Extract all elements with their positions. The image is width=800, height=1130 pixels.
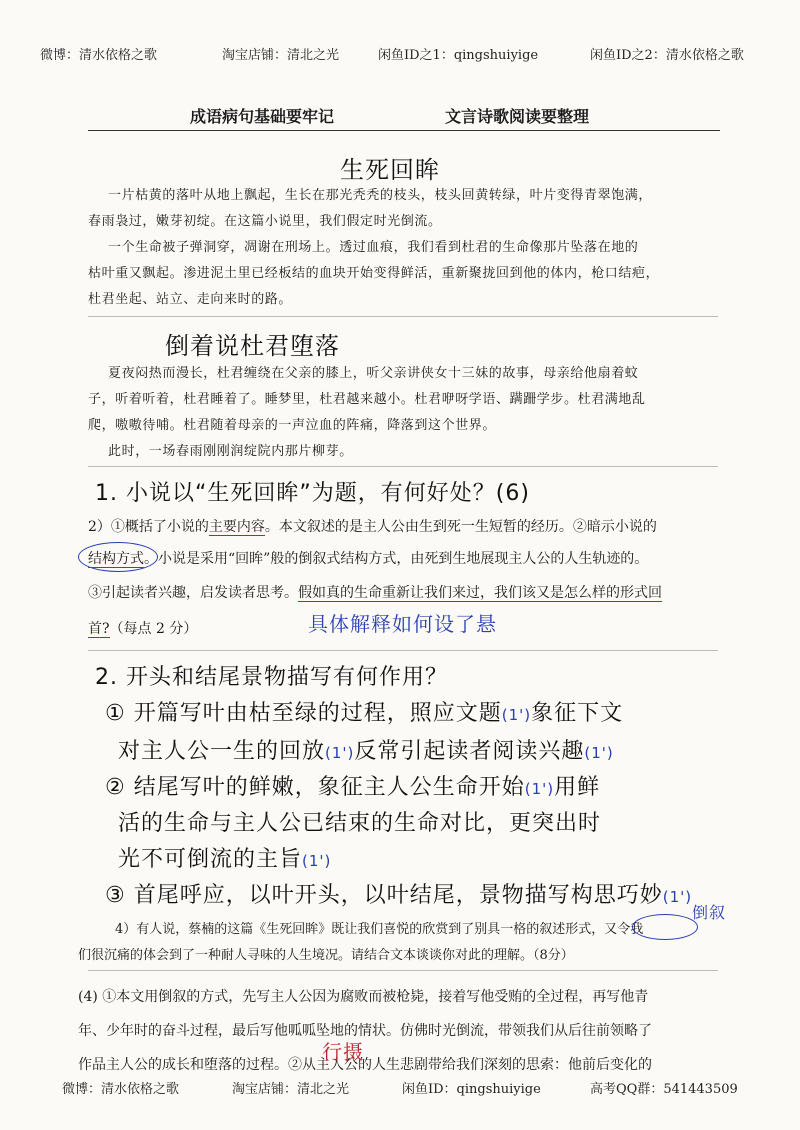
- q2-l2-mid: 反常引起读者阅读兴趣: [354, 739, 585, 764]
- q2-l5-text: 光不可倒流的主旨: [118, 847, 303, 872]
- story-p2-line3: 杜君坐起、站立、走向来时的路。: [88, 292, 293, 307]
- q2-line6: [105, 878, 692, 909]
- q2-line3: [105, 770, 600, 801]
- q2-l2-text: 对主人公一生的回放: [118, 739, 326, 764]
- q1-handwritten-note: 具体解释如何设了悬: [308, 612, 497, 636]
- q1-a1-underlined: 主要内容: [208, 519, 265, 535]
- q1-a3-pre: ③引起读者兴趣，启发读者思考。: [88, 585, 298, 601]
- ruled-line: [88, 316, 718, 317]
- q1-a2-circled: 结构方式: [88, 551, 144, 567]
- q1-a4-underlined: 首?: [88, 621, 110, 637]
- story-p1-line2: 春雨袅过，嫩芽初绽。在这篇小说里，我们假定时光倒流。: [88, 214, 442, 229]
- q2-line1: [105, 696, 623, 727]
- annotation-circle: [632, 914, 698, 940]
- ruled-line: [88, 466, 718, 467]
- q4-answer-line2: 年、少年时的奋斗过程，最后写他呱呱坠地的情状。仿佛时光倒流，带领我们从后往前领略了: [78, 1023, 652, 1039]
- banner-xianyu-2: 闲鱼ID之2：清水依格之歌: [590, 48, 744, 63]
- q4-answer-line3: 作品主人公的成长和堕落的过程。②从主人公的人生悲剧带给我们深刻的思索：他前后变化的: [78, 1057, 652, 1073]
- story-p3-line1: 夏夜闷热而漫长，杜君缠绕在父亲的膝上，听父亲讲侠女十三妹的故事，母亲给他扇着蚊: [108, 366, 639, 381]
- story-p3-line2: 子，听着听着，杜君睡着了。睡梦里，杜君越来越小。杜君咿呀学语、蹒跚学步。杜君满地乱: [88, 392, 646, 407]
- banner-weibo: 微博：清水依格之歌: [40, 48, 158, 63]
- banner-taobao: 淘宝店铺：清北之光: [222, 48, 340, 63]
- heading-left: 成语病句基础要牢记: [190, 107, 335, 126]
- footer-weibo: 微博：清水依格之歌: [62, 1082, 180, 1097]
- banner-xianyu-1: 闲鱼ID之1：qingshuiyige: [378, 48, 539, 63]
- heading-right: 文言诗歌阅读要整理: [445, 107, 590, 126]
- q1-a1-post: 。本文叙述的是主人公由生到死一生短暂的经历。②暗示小说的: [264, 519, 657, 535]
- story-p4-line1: 此时，一场春雨刚刚润绽院内那片柳芽。: [108, 444, 353, 459]
- q2-line4: 活的生命与主人公已结束的生命对比，更突出时: [118, 811, 602, 836]
- story-p2-line1: 一个生命被子弹洞穿，凋谢在刑场上。透过血痕，我们看到杜君的生命像那片坠落在地的: [108, 240, 639, 255]
- heading-rule: [88, 130, 720, 131]
- q4-question-line2: 们很沉痛的体会到了一种耐人寻味的人生境况。请结合文本谈谈你对此的理解。（8分）: [78, 948, 574, 963]
- ruled-line: [88, 970, 718, 971]
- q2-l1-cont: 象征下文: [531, 701, 624, 726]
- q1-answer-line4: [88, 618, 197, 638]
- story-p3-line3: 爬，嗷嗷待哺。杜君随着母亲的一声泣血的阵痛，降落到这个世界。: [88, 418, 497, 433]
- q2-l2-mark2: (1'): [584, 744, 614, 762]
- footer-qq: 高考QQ群：541443509: [590, 1082, 738, 1097]
- q1-a4-post: （每点 2 分）: [109, 621, 198, 637]
- q4-question-line1: 4）有人说，蔡楠的这篇《生死回眸》既让我们喜悦的欣赏到了别具一格的叙述形式，又令我: [115, 922, 644, 937]
- q2-l3-text: ② 结尾写叶的鲜嫩，象征主人公生命开始: [105, 775, 525, 800]
- story-p2-line2: 枯叶重又飘起。渗进泥土里已经板结的血块开始变得鲜活，重新聚拢回到他的体内，枪口结疤，: [88, 266, 660, 281]
- story-title-2: 倒着说杜君堕落: [165, 332, 340, 360]
- ruled-line: [88, 650, 718, 651]
- q2-l6-text: ③ 首尾呼应，以叶开头，以叶结尾，景物描写构思巧妙: [105, 883, 663, 908]
- q1-question: 1. 小说以“生死回眸”为题，有何好处？(6): [95, 481, 530, 506]
- q1-a2-post: 。小说是采用“回眸”般的倒叙式结构方式，由死到生地展现主人公的人生轨迹的。: [144, 551, 649, 567]
- q2-l1-mark: (1'): [501, 706, 532, 724]
- q1-answer-line1: [88, 516, 657, 536]
- q1-a3-underlined: 假如真的生命重新让我们来过，我们该又是怎么样的形式回: [298, 585, 662, 601]
- q4-answer-line1: (4) ①本文用倒叙的方式，先写主人公因为腐败而被枪毙，接着写他受贿的全过程，再写他青: [78, 989, 649, 1005]
- q4-answer-note: 行摄: [322, 1040, 364, 1064]
- q2-line2: [118, 734, 614, 765]
- story-title-1: 生死回眸: [340, 156, 440, 184]
- q2-l3-cont: 用鲜: [554, 775, 601, 800]
- q2-line5: [118, 842, 331, 873]
- q1-a1-pre: 2）①概括了小说的: [88, 519, 209, 535]
- q4-handwritten-note: 倒叙: [692, 903, 727, 922]
- q2-l3-mark: (1'): [524, 780, 555, 798]
- q1-answer-line3: [88, 582, 662, 602]
- q2-l5-mark: (1'): [302, 852, 332, 870]
- q1-answer-line2: [88, 548, 648, 568]
- footer-taobao: 淘宝店铺：清北之光: [232, 1082, 350, 1097]
- q2-l6-mark: (1'): [662, 888, 693, 906]
- footer-xianyu: 闲鱼ID：qingshuiyige: [402, 1082, 541, 1097]
- story-p1-line1: 一片枯黄的落叶从地上飘起，生长在那光秃秃的枝头，枝头回黄转绿，叶片变得青翠饱满，: [108, 188, 653, 203]
- q2-question: 2. 开头和结尾景物描写有何作用？: [95, 665, 448, 690]
- q2-l2-mark1: (1'): [325, 744, 355, 762]
- q2-l1-text: ① 开篇写叶由枯至绿的过程，照应文题: [105, 701, 502, 726]
